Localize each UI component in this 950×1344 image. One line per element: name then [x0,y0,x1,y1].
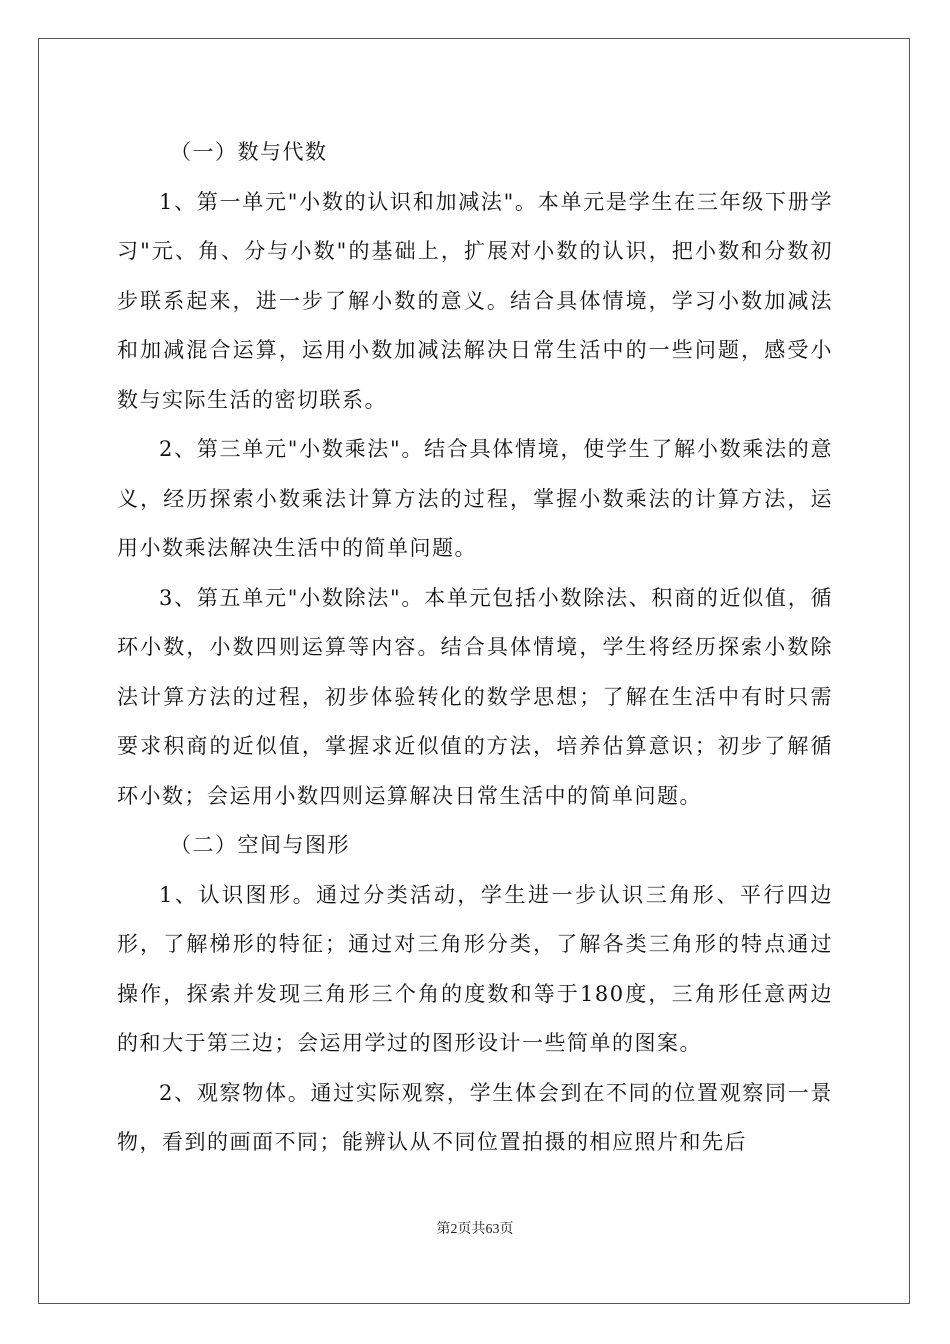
footer-total-suffix: 页 [499,1221,514,1237]
paragraph-unit-5: 3、第五单元"小数除法"。本单元包括小数除法、积商的近似值，循环小数，小数四则运算等内容。结合具体情境，学生将经历探索小数除法计算方法的过程，初步体验转化的数学思想；了解在生活中有时只需要求积商的近似值，掌握求近似值的方法，培养估算意识；初步了解循环小数；会运用小数四则运算解决日常生活中的简单问题。 [117,585,833,808]
footer-page-suffix: 页 [457,1221,472,1237]
page-footer [0,1218,950,1238]
paragraph-observe-objects: 2、观察物体。通过实际观察，学生体会到在不同的位置观察同一景物，看到的画面不同；能辨认从不同位置拍摄的相应照片和先后 [117,1080,833,1154]
paragraph-recognize-shapes: 1、认识图形。通过分类活动，学生进一步认识三角形、平行四边形，了解梯形的特征；通过对三角形分类，了解各类三角形的特点通过操作，探索并发现三角形三个角的度数和等于180度，三角形任意两边的和大于第三边；会运用学过的图形设计一些简单的图案。 [117,882,833,1055]
section-heading-space-shape: （二）空间与图形 [170,833,350,857]
paragraph-unit-3: 2、第三单元"小数乘法"。结合具体情境，使学生了解小数乘法的意义，经历探索小数乘法计算方法的过程，掌握小数乘法的计算方法，运用小数乘法解决生活中的简单问题。 [117,437,833,560]
footer-total-pages: 63 [485,1222,500,1237]
paragraph-unit-1: 1、第一单元"小数的认识和加减法"。本单元是学生在三年级下册学习"元、角、分与小数"的基础上，扩展对小数的认识，把小数和分数初步联系起来，进一步了解小数的意义。结合具体情境，学习小数加减法和加减混合运算，运用小数加减法解决日常生活中的一些问题，感受小数与实际生活的密切联系。 [117,189,833,412]
section-heading-number-algebra: （一）数与代数 [170,140,328,164]
document-body [117,128,833,1168]
footer-page-number: 2 [450,1222,458,1237]
footer-total-prefix: 共 [471,1221,486,1237]
footer-page-prefix: 第 [436,1221,451,1237]
